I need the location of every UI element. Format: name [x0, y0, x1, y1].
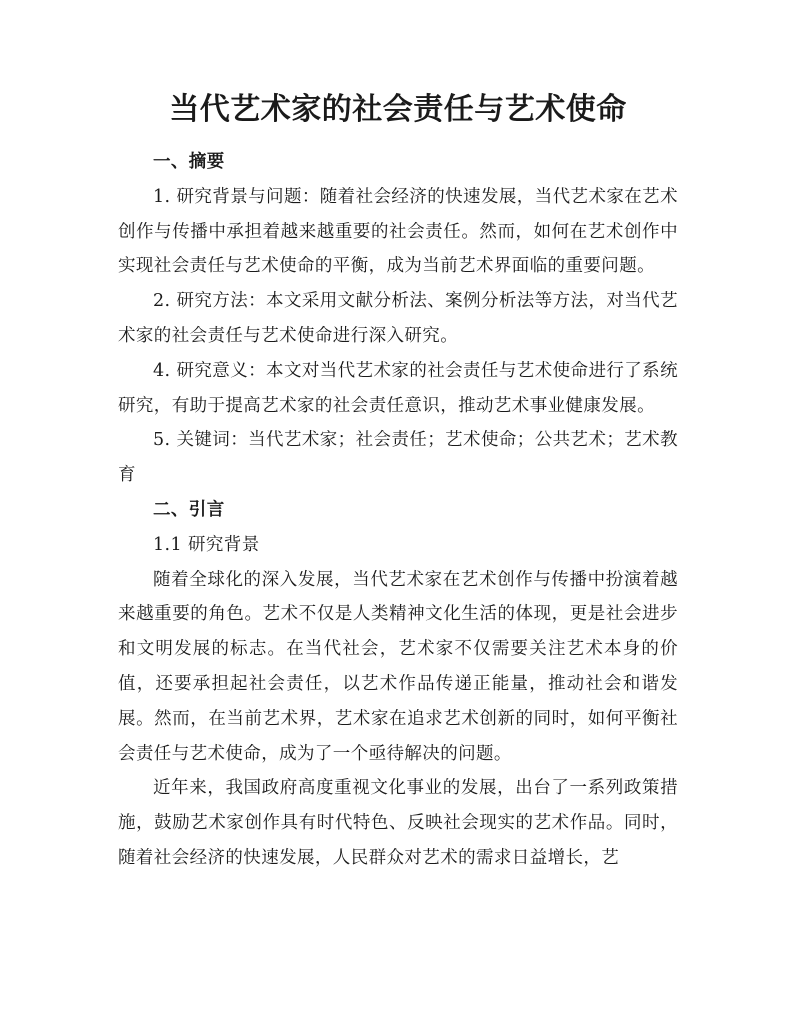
introduction-subheading: 1.1 研究背景	[153, 534, 260, 555]
introduction-paragraph: 随着全球化的深入发展，当代艺术家在艺术创作与传播中扮演着越来越重要的角色。艺术不仅是人类精神文化生活的体现，更是社会进步和文明发展的标志。在当代社会，艺术家不仅需要关注艺术本身的价值，还要承担起社会责任，以艺术作品传递正能量，推动社会和谐发展。然而，在当前艺术界，艺术家在追求艺术创新的同时，如何平衡社会责任与艺术使命，成为了一个亟待解决的问题。	[118, 569, 678, 764]
abstract-item-keywords: 5. 关键词：当代艺术家；社会责任；艺术使命；公共艺术；艺术教育	[118, 430, 678, 486]
introduction-paragraph: 近年来，我国政府高度重视文化事业的发展，出台了一系列政策措施，鼓励艺术家创作具有时代特色、反映社会现实的艺术作品。同时，随着社会经济的快速发展，人民群众对艺术的需求日益增长，艺	[118, 778, 678, 868]
document-body	[118, 145, 678, 876]
abstract-item-significance: 4. 研究意义：本文对当代艺术家的社会责任与艺术使命进行了系统研究，有助于提高艺术家的社会责任意识，推动艺术事业健康发展。	[118, 360, 678, 416]
abstract-item-method: 2. 研究方法：本文采用文献分析法、案例分析法等方法，对当代艺术家的社会责任与艺术使命进行深入研究。	[118, 291, 678, 346]
introduction-heading: 二、引言	[153, 499, 225, 520]
abstract-item-background: 1. 研究背景与问题：随着社会经济的快速发展，当代艺术家在艺术创作与传播中承担着越来越重要的社会责任。然而，如何在艺术创作中实现社会责任与艺术使命的平衡，成为当前艺术界面临的重要问题。	[118, 186, 678, 277]
abstract-heading: 一、摘要	[153, 152, 225, 172]
document-title: 当代艺术家的社会责任与艺术使命	[169, 92, 627, 127]
